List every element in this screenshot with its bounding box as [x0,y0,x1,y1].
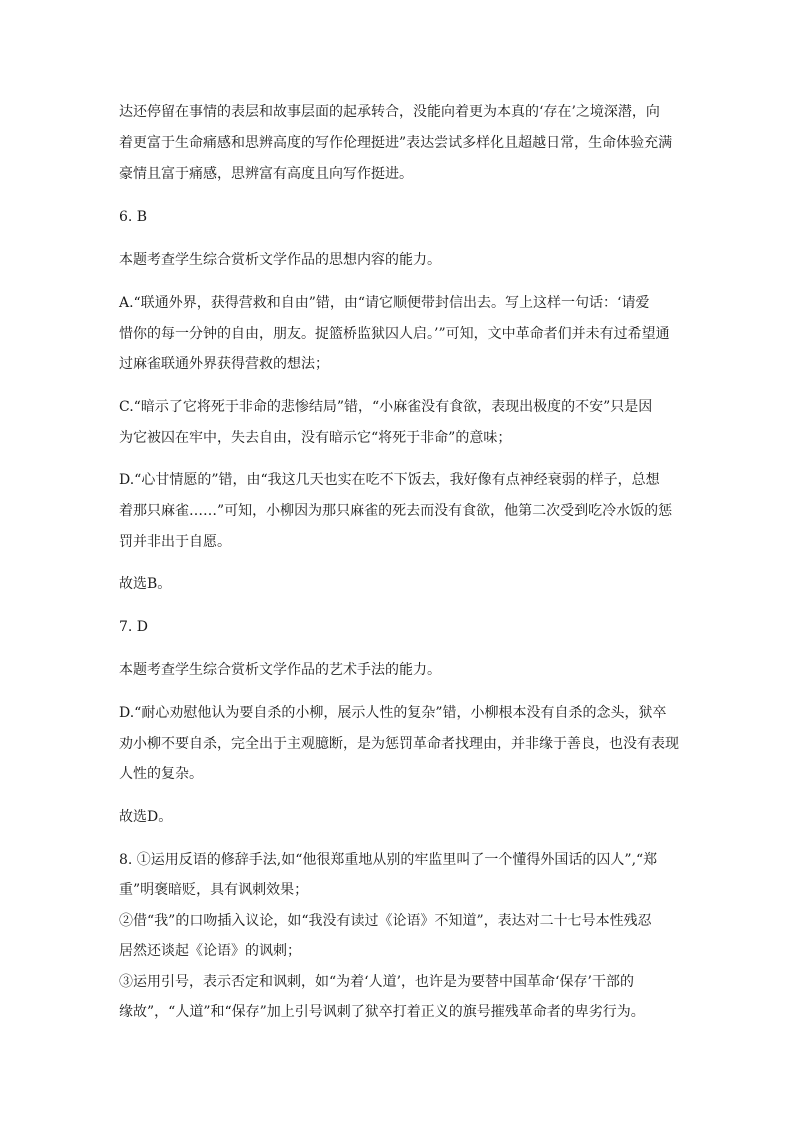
explanation-intro: 本题考查学生综合赏析文学作品的艺术手法的能力。 [119,662,441,678]
text-line: 罚并非出于自愿。 [119,534,231,550]
text-line: ②借“我”的口吻插入议论，如“我没有读过《论语》不知道”，表达对二十七号本性残忍 [119,913,652,929]
explanation-intro: 本题考查学生综合赏析文学作品的思想内容的能力。 [119,252,441,268]
answer-label: 7. D [119,619,149,635]
text-line: 惜你的每一分钟的自由，朋友。捉篮桥监狱囚人启。’”可知，文中革命者们并未有过希望通 [119,326,670,342]
text-line: D.“耐心劝慰他认为要自杀的小柳，展示人性的复杂”错，小柳根本没有自杀的念头，狱卒 [119,705,667,721]
text-line: 为它被囚在牢中，失去自由，没有暗示它“将死于非命”的意味； [119,430,512,446]
conclusion: 故选D。 [119,809,173,825]
text-line: 缘故”，“人道”和“保存”加上引号讽刺了狱卒打着正义的旗号摧残革命者的卑劣行为。 [119,1004,645,1020]
text-line: 着那只麻雀……”可知，小柳因为那只麻雀的死去而没有食欲，他第二次受到吃冷水饭的惩 [119,503,673,519]
text-line: 8. ①运用反语的修辞手法,如“他很郑重地从别的牢监里叫了一个懂得外国话的囚人”,“郑 [119,852,658,868]
text-line: 达还停留在事情的表层和故事层面的起承转合，没能向着更为本真的‘存在’之境深潜，向 [119,104,660,120]
text-line: 着更富于生命痛感和思辨高度的写作伦理挺进”表达尝试多样化且超越日常，生命体验充满 [119,135,673,151]
text-line: 居然还谈起《论语》的讽刺； [119,943,301,959]
text-line: A.“联通外界，获得营救和自由”错，由“请它顺便带封信出去。写上这样一句话：‘请爱 [119,295,650,311]
answer-label: 6. B [119,209,148,225]
text-line: 劝小柳不要自杀，完全出于主观臆断，是为惩罚革命者找理由，并非缘于善良，也没有表现 [119,736,679,752]
text-line: ③运用引号，表示否定和讽刺，如“为着‘人道’，也许是为要替中国革命‘保存’干部的 [119,974,634,990]
text-line: D.“心甘情愿的”错，由“我这几天也实在吃不下饭去，我好像有点神经衰弱的样子，总想 [119,472,660,488]
conclusion: 故选B。 [119,576,172,592]
text-line: 人性的复杂。 [119,766,203,782]
text-line: 过麻雀联通外界获得营救的想法； [119,356,329,372]
text-line: 重”明褒暗贬，具有讽刺效果； [119,882,309,898]
text-line: C.“暗示了它将死于非命的悲惨结局”错，“小麻雀没有食欲，表现出极度的不安”只是因 [119,399,653,415]
text-line: 豪情且富于痛感，思辨富有高度且向写作挺进。 [119,166,413,182]
